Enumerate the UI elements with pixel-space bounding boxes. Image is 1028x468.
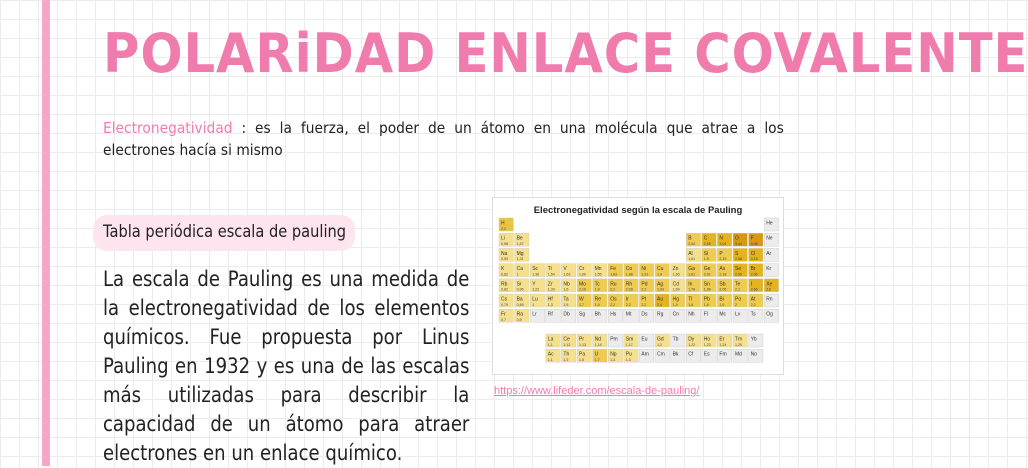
- element-value-b: 2,04: [688, 242, 696, 246]
- element-value-ru: 2,2: [610, 287, 616, 292]
- element-symbol-cm: Cm: [657, 351, 665, 358]
- element-value-cd: 1,69: [672, 287, 680, 292]
- element-value-v: 1,63: [563, 272, 571, 277]
- element-symbol-eu: Eu: [641, 336, 648, 343]
- element-value-at: 2,2: [750, 302, 756, 307]
- element-value-pr: 1,13: [579, 342, 586, 347]
- element-symbol-mc: Mc: [719, 311, 727, 318]
- element-value-al: 1,61: [688, 257, 696, 262]
- subtitle: Tabla periódica escala de pauling: [103, 222, 347, 242]
- element-value-ge: 2,01: [703, 272, 711, 277]
- element-symbol-te: Te: [735, 281, 741, 288]
- element-symbol-lu: Lu: [532, 296, 538, 303]
- element-symbol-pm: Pm: [610, 336, 618, 343]
- element-value-ta: 1,5: [563, 302, 569, 307]
- element-symbol-sm: Sm: [625, 336, 634, 343]
- element-symbol-ra: Ra: [516, 311, 524, 318]
- element-value-si: 1,9: [703, 257, 709, 262]
- element-symbol-in: In: [688, 281, 693, 288]
- element-symbol-v: V: [563, 266, 567, 273]
- element-symbol-as: As: [719, 266, 726, 273]
- element-value-i: 2,66: [750, 287, 758, 292]
- element-symbol-ac: Ac: [547, 351, 554, 358]
- element-value-h: 2,2: [501, 226, 506, 231]
- element-value-hg: 1,9: [672, 302, 678, 307]
- element-value-nd: 1,14: [594, 342, 602, 347]
- element-value-xe: 2,6: [766, 287, 772, 292]
- element-symbol-pa: Pa: [579, 351, 586, 358]
- element-symbol-no: No: [750, 351, 758, 358]
- element-value-ag: 1,93: [657, 287, 664, 292]
- element-symbol-ho: Ho: [703, 336, 711, 343]
- element-symbol-lr: Lr: [532, 311, 537, 318]
- element-value-ca: 1: [516, 272, 519, 277]
- definition-text: : es la fuerza, el poder de un átomo en una molécula que atrae a los electrones hacía si mismo: [103, 119, 784, 159]
- element-symbol-cf: Cf: [688, 351, 694, 358]
- element-value-rb: 0,82: [501, 287, 508, 292]
- element-value-dy: 1,22: [688, 342, 696, 347]
- element-value-s: 2,58: [735, 257, 742, 262]
- element-symbol-es: Es: [703, 351, 710, 358]
- element-symbol-rn: Rn: [766, 296, 773, 303]
- element-value-ti: 1,54: [547, 272, 555, 277]
- element-value-tc: 1,9: [594, 287, 600, 292]
- element-symbol-ts: Ts: [750, 311, 756, 318]
- element-value-sc: 1,36: [532, 272, 540, 277]
- element-symbol-y: Y: [532, 281, 536, 288]
- element-symbol-ga: Ga: [688, 266, 695, 273]
- element-symbol-pd: Pd: [641, 281, 648, 288]
- element-symbol-xe: Xe: [766, 281, 773, 288]
- element-symbol-mg: Mg: [516, 250, 524, 257]
- element-symbol-mt: Mt: [625, 311, 632, 318]
- element-symbol-al: Al: [688, 250, 693, 257]
- element-symbol-nd: Nd: [594, 336, 602, 343]
- element-symbol-tm: Tm: [735, 336, 743, 343]
- element-value-sn: 1,96: [703, 287, 711, 292]
- element-symbol-yb: Yb: [750, 336, 757, 343]
- element-symbol-k: K: [501, 266, 505, 273]
- element-value-la: 1,1: [547, 342, 553, 347]
- element-symbol-bk: Bk: [672, 351, 679, 358]
- element-symbol-ar: Ar: [766, 250, 772, 257]
- element-symbol-co: Co: [625, 266, 633, 273]
- element-symbol-ni: Ni: [641, 266, 647, 273]
- element-value-pa: 1,5: [579, 358, 584, 362]
- source-link[interactable]: https://www.lifeder.com/escala-de-pauling/: [494, 385, 700, 397]
- element-symbol-cu: Cu: [657, 266, 664, 273]
- element-symbol-at: At: [750, 296, 756, 303]
- element-value-ce: 1,12: [563, 342, 571, 347]
- element-symbol-au: Au: [657, 296, 664, 303]
- element-symbol-i: I: [750, 281, 752, 288]
- element-value-sr: 0,95: [516, 287, 524, 292]
- element-symbol-dy: Dy: [688, 336, 695, 343]
- element-symbol-ir: Ir: [625, 296, 629, 303]
- element-value-ni: 1,91: [641, 272, 649, 277]
- element-symbol-br: Br: [750, 266, 756, 273]
- element-symbol-cs: Cs: [501, 296, 508, 303]
- element-value-fe: 1,83: [610, 272, 618, 277]
- element-symbol-pu: Pu: [625, 351, 632, 358]
- element-value-br: 2,96: [750, 272, 758, 277]
- element-symbol-er: Er: [719, 336, 725, 343]
- element-symbol-os: Os: [610, 296, 617, 303]
- element-symbol-pr: Pr: [579, 336, 584, 343]
- element-symbol-si: Si: [703, 250, 709, 257]
- element-symbol-u: U: [594, 351, 599, 358]
- element-value-ra: 0,9: [516, 318, 522, 322]
- element-value-sm: 1,17: [625, 342, 633, 347]
- element-symbol-rh: Rh: [625, 281, 633, 288]
- element-symbol-ti: Ti: [547, 266, 552, 273]
- element-symbol-sc: Sc: [532, 266, 539, 273]
- element-value-ir: 2,2: [625, 302, 631, 307]
- element-value-cr: 1,66: [579, 272, 586, 277]
- element-value-co: 1,88: [625, 272, 633, 277]
- element-symbol-nb: Nb: [563, 281, 570, 288]
- element-value-cu: 1,9: [657, 272, 662, 277]
- element-symbol-sg: Sg: [579, 311, 586, 318]
- element-symbol-he: He: [766, 220, 773, 227]
- element-value-th: 1,3: [563, 358, 569, 362]
- element-symbol-ba: Ba: [516, 296, 523, 303]
- element-symbol-b: B: [688, 235, 692, 242]
- element-value-ga: 1,81: [688, 272, 696, 277]
- element-value-n: 3,04: [719, 242, 727, 246]
- element-symbol-gd: Gd: [657, 336, 664, 343]
- element-symbol-ce: Ce: [563, 336, 570, 343]
- element-symbol-po: Po: [735, 296, 742, 303]
- element-symbol-kr: Kr: [766, 266, 772, 273]
- element-value-lu: 1: [532, 302, 535, 307]
- element-symbol-cr: Cr: [579, 266, 585, 273]
- element-symbol-bi: Bi: [719, 296, 724, 303]
- element-symbol-ds: Ds: [641, 311, 648, 318]
- element-value-cs: 0,79: [501, 302, 508, 307]
- element-value-ho: 1,23: [703, 342, 711, 347]
- element-symbol-ne: Ne: [766, 235, 773, 242]
- element-symbol-bh: Bh: [594, 311, 601, 318]
- element-symbol-mn: Mn: [594, 266, 602, 273]
- element-value-u: 1,7: [594, 358, 600, 362]
- element-value-as: 2,18: [719, 272, 727, 277]
- element-value-tm: 1,25: [735, 342, 742, 347]
- element-symbol-sr: Sr: [516, 281, 522, 288]
- element-symbol-tc: Tc: [594, 281, 600, 288]
- element-symbol-fr: Fr: [501, 311, 506, 318]
- element-symbol-c: C: [703, 235, 708, 242]
- element-value-er: 1,24: [719, 342, 727, 347]
- element-value-mn: 1,55: [594, 272, 602, 277]
- element-value-zr: 1,33: [547, 287, 555, 292]
- element-value-zn: 1,65: [672, 272, 680, 277]
- periodic-table-svg: [493, 198, 783, 374]
- subtitle-box: [93, 215, 355, 251]
- element-value-os: 2,2: [610, 302, 616, 307]
- element-symbol-na: Na: [501, 250, 508, 257]
- element-value-fr: 0,7: [501, 318, 506, 322]
- side-accent-bar: [42, 0, 50, 466]
- element-symbol-md: Md: [735, 351, 742, 358]
- element-symbol-cl: Cl: [750, 250, 756, 257]
- element-value-be: 1,57: [516, 242, 524, 246]
- element-value-mo: 2,16: [579, 287, 586, 292]
- element-symbol-mo: Mo: [579, 281, 586, 288]
- element-symbol-p: P: [719, 250, 723, 257]
- element-symbol-db: Db: [563, 311, 570, 318]
- element-symbol-w: W: [579, 296, 584, 303]
- element-symbol-la: La: [547, 336, 554, 343]
- element-value-pb: 1,8: [703, 302, 709, 307]
- element-value-sb: 2,05: [719, 287, 727, 292]
- element-value-k: 0,82: [501, 272, 508, 277]
- element-value-tl: 1,8: [688, 302, 694, 307]
- element-symbol-f: F: [750, 235, 754, 242]
- element-symbol-ta: Ta: [563, 296, 569, 303]
- element-value-rh: 2,28: [625, 287, 633, 292]
- element-symbol-ge: Ge: [703, 266, 711, 273]
- element-symbol-cd: Cd: [672, 281, 680, 288]
- element-symbol-hg: Hg: [672, 296, 680, 303]
- element-symbol-ag: Ag: [657, 281, 664, 288]
- element-value-gd: 1,2: [657, 342, 662, 347]
- element-symbol-be: Be: [516, 235, 523, 242]
- element-symbol-am: Am: [641, 351, 649, 358]
- element-symbol-np: Np: [610, 351, 617, 358]
- definition-term: Electronegatividad: [103, 119, 233, 137]
- element-value-na: 0,93: [501, 257, 508, 262]
- element-value-np: 1,3: [610, 358, 616, 362]
- element-value-c: 2,55: [703, 242, 711, 246]
- element-value-bi: 1,9: [719, 302, 725, 307]
- element-symbol-zn: Zn: [672, 266, 679, 273]
- element-value-pt: 2,2: [641, 302, 647, 307]
- figure-title: Electronegatividad según la escala de Pauling: [533, 205, 743, 216]
- slide-title: POLARiDAD ENLACE COVALENTE: [103, 22, 1028, 85]
- element-symbol-th: Th: [563, 351, 570, 358]
- element-symbol-pb: Pb: [703, 296, 710, 303]
- element-value-pd: 2,2: [641, 287, 647, 292]
- element-symbol-hs: Hs: [610, 311, 617, 318]
- element-symbol-li: Li: [501, 235, 505, 242]
- element-symbol-tl: Tl: [688, 296, 693, 303]
- element-value-ac: 1,1: [547, 358, 553, 362]
- element-value-y: 1,22: [532, 287, 540, 292]
- body-paragraph: La escala de Pauling es una medida de la electronegatividad de los elementos químicos. Fue propuesta por Linus Pauling en 1932 y es una de las escalas más utilizadas para describir la capacidad de un átomo para atraer electrones en un enlace químico.: [103, 267, 470, 465]
- element-symbol-nh: Nh: [688, 311, 695, 318]
- element-symbol-n: N: [719, 235, 724, 242]
- element-symbol-s: S: [735, 250, 739, 257]
- element-symbol-zr: Zr: [547, 281, 553, 288]
- element-value-re: 1,9: [594, 302, 600, 307]
- element-symbol-rg: Rg: [657, 311, 664, 318]
- element-value-au: 2,4: [657, 302, 662, 307]
- element-symbol-pt: Pt: [641, 296, 647, 303]
- element-symbol-fl: Fl: [703, 311, 708, 318]
- periodic-table-cells: [499, 218, 779, 362]
- element-symbol-h: H: [501, 220, 505, 227]
- element-symbol-hf: Hf: [547, 296, 553, 303]
- element-value-mg: 1,31: [516, 257, 524, 262]
- element-symbol-ru: Ru: [610, 281, 617, 288]
- element-symbol-sn: Sn: [703, 281, 710, 288]
- element-value-li: 0,98: [501, 242, 508, 246]
- element-value-nb: 1,6: [563, 287, 569, 292]
- element-value-p: 2,19: [719, 257, 727, 262]
- element-symbol-cn: Cn: [672, 311, 680, 318]
- element-symbol-sb: Sb: [719, 281, 726, 288]
- element-value-hf: 1,3: [547, 302, 553, 307]
- element-value-o: 3,44: [735, 242, 742, 246]
- element-symbol-fm: Fm: [719, 351, 727, 358]
- element-symbol-rf: Rf: [547, 311, 553, 318]
- element-value-f: 3,98: [750, 242, 758, 246]
- element-symbol-re: Re: [594, 296, 602, 303]
- periodic-table-figure: [492, 197, 784, 375]
- element-symbol-og: Og: [766, 311, 773, 318]
- element-symbol-fe: Fe: [610, 266, 617, 273]
- element-value-te: 2,1: [735, 287, 740, 292]
- element-value-po: 2: [735, 302, 737, 307]
- element-symbol-ca: Ca: [516, 266, 524, 273]
- element-value-se: 2,55: [735, 272, 742, 277]
- element-value-cl: 3,16: [750, 257, 758, 262]
- element-symbol-tb: Tb: [672, 336, 679, 343]
- element-symbol-se: Se: [735, 266, 742, 273]
- element-value-pu: 1,3: [625, 358, 631, 362]
- element-value-ba: 0,89: [516, 302, 524, 307]
- element-value-w: 1,7: [579, 302, 584, 307]
- definition-paragraph: [103, 117, 784, 161]
- element-symbol-o: O: [735, 235, 739, 242]
- element-value-in: 1,78: [688, 287, 696, 292]
- element-symbol-rb: Rb: [501, 281, 508, 288]
- element-symbol-lv: Lv: [735, 311, 741, 318]
